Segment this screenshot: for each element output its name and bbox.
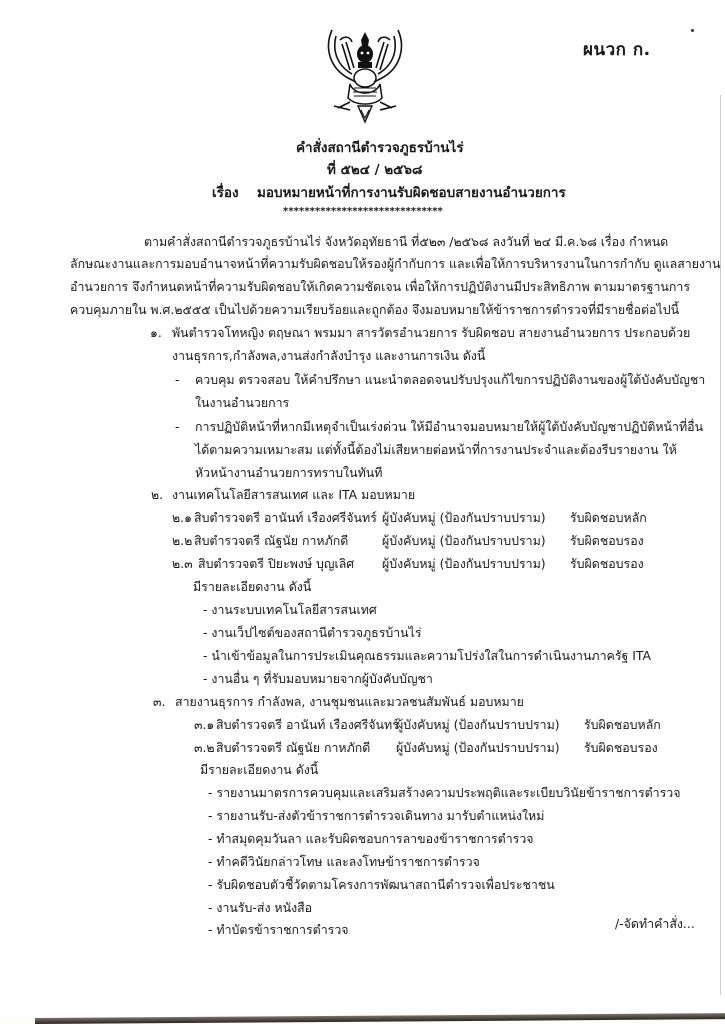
- person-no: ๒.๓: [172, 556, 193, 571]
- person-position: ผู้บังคับหมู่ (ป้องกันปราบปราม): [396, 717, 560, 732]
- person-name: สิบตำรวจตรี ปิยะพงษ์ บุญเลิศ: [198, 556, 355, 571]
- annex-label: ผนวก ก.: [583, 40, 651, 60]
- scan-edge: [720, 95, 721, 995]
- section-number: ๒.: [151, 487, 164, 502]
- person-no: ๒.๑: [172, 510, 192, 525]
- bullet-text: ได้ตามความเหมาะสม แต่ทั้งนี้ต้องไม่เสียหายต่อหน้าที่การงานประจำและต้องรีบรายงาน ให้: [195, 442, 677, 457]
- person-no: ๓.๑: [194, 717, 215, 732]
- intro-line: ควบคุมภายใน พ.ศ.๒๕๕๕ เป็นไปด้วยความเรียบร้อยและถูกต้อง จึงมอบหมายให้ข้าราชการตำรวจที่มีรายชื่อต่อไปนี้: [70, 302, 680, 317]
- task-item: - งานเว็ปไซต์ของสถานีตำรวจภูธรบ้านไร่: [203, 625, 422, 640]
- task-item: - งานรับ-ส่ง หนังสือ: [208, 900, 313, 915]
- section-title: งานเทคโนโลยีสารสนเทศ และ ITA มอบหมาย: [172, 487, 416, 502]
- task-item: - รายงานมาตรการควบคุมและเสริมสร้างความประพฤติและระเบียบวินัยข้าราชการตำรวจ: [208, 785, 681, 800]
- person-role: รับผิดชอบรอง: [570, 556, 644, 571]
- task-item: - งานระบบเทคโนโลยีสารสนเทศ: [203, 602, 377, 617]
- order-number: ที่ ๕๒๔ / ๒๕๖๘: [327, 162, 423, 178]
- bullet-text: ควบคุม ตรวจสอบ ให้คำปรึกษา แนะนำตลอดจนปรับปรุงแก้ไขการปฏิบัติงานของผู้ใต้บังคับบัญชา: [195, 372, 706, 387]
- detail-label: มีรายละเอียดงาน ดังนี้: [193, 579, 312, 594]
- intro-line: อำนวยการ จึงกำหนดหน้าที่ความรับผิดชอบให้เกิดความชัดเจน เพื่อให้การปฏิบัติงานมีประสิทธิภาพ ตามมาตรฐานการ: [70, 279, 691, 294]
- task-item: - ทำบัตรข้าราชการตำรวจ: [208, 922, 349, 937]
- section-line: พันตำรวจโทหญิง ตฤษณา พรมมา สารวัตรอำนวยการ รับผิดชอบ สายงานอำนวยการ ประกอบด้วย: [172, 325, 691, 340]
- bullet-text: การปฏิบัติหน้าที่หากมีเหตุจำเป็นเร่งด่วน ให้มีอำนาจมอบหมายให้ผู้ใต้บังคับบัญชาปฏิบัติหน้าที่อื่น: [195, 419, 704, 434]
- person-role: รับผิดชอบหลัก: [584, 717, 661, 732]
- subject-label: เรื่อง: [212, 185, 239, 201]
- task-item: - รับผิดชอบตัวชี้วัดตามโครงการพัฒนาสถานีตำรวจเพื่อประชาชน: [208, 877, 555, 892]
- intro-line: ลักษณะงานและการมอบอำนาจหน้าที่ความรับผิดชอบให้รองผู้กำกับการ และเพื่อให้การบริหารงานในการกำกับ ดูแลสายงาน: [70, 256, 721, 271]
- detail-label: มีรายละเอียดงาน ดังนี้: [200, 762, 319, 777]
- section-number: ๓.: [153, 694, 166, 709]
- task-item: - งานอื่น ๆ ที่รับมอบหมายจากผู้บังคับบัญชา: [203, 671, 433, 686]
- order-title: คำสั่งสถานีตำรวจภูธรบ้านไร่: [296, 140, 464, 156]
- person-position: ผู้บังคับหมู่ (ป้องกันปราบปราม): [396, 740, 560, 755]
- scan-speck: [691, 29, 694, 32]
- task-item: - นำเข้าข้อมูลในการประเมินคุณธรรมและความโปร่งใสในการดำเนินงานภาครัฐ ITA: [203, 648, 651, 663]
- person-no: ๓.๒: [194, 740, 215, 755]
- person-name: สิบตำรวจตรี อานันท์ เรืองศรีจันทร์: [216, 717, 399, 732]
- person-position: ผู้บังคับหมู่ (ป้องกันปราบปราม): [382, 556, 546, 571]
- subject-text: มอบหมายหน้าที่การงานรับผิดชอบสายงานอำนวยการ: [257, 185, 566, 201]
- person-name: สิบตำรวจตรี ณัฐนัย กาหภักดี: [216, 740, 371, 755]
- task-item: - ทำสมุดคุมวันลา และรับผิดชอบการลาของข้าราชการตำรวจ: [208, 831, 534, 846]
- task-item: - ทำคดีวินัยกล่าวโทษ และลงโทษข้าราชการตำรวจ: [208, 854, 480, 869]
- task-item: - รายงานรับ-ส่งตัวข้าราชการตำรวจเดินทาง มารับตำแหน่งใหม่: [208, 808, 545, 823]
- person-no: ๒.๒: [172, 533, 193, 548]
- person-name: สิบตำรวจตรี อานันท์ เรืองศรีจันทร์: [194, 510, 377, 525]
- bullet-dash: -: [175, 372, 180, 387]
- bullet-dash: -: [175, 419, 180, 434]
- section-title: สายงานธุรการ กำลังพล, งานชุมชนและมวลชนสัมพันธ์ มอบหมาย: [175, 694, 524, 709]
- bullet-text: หัวหน้างานอำนวยการทราบในทันที: [195, 465, 383, 480]
- person-role: รับผิดชอบรอง: [570, 533, 644, 548]
- person-role: รับผิดชอบหลัก: [570, 510, 647, 525]
- section-number: ๑.: [150, 325, 162, 340]
- person-position: ผู้บังคับหมู่ (ป้องกันปราบปราม): [382, 533, 546, 548]
- person-name: สิบตำรวจตรี ณัฐนัย กาหภักดี: [194, 533, 349, 548]
- continuation-note: /-จัดทำคำสั่ง...: [615, 916, 695, 931]
- person-role: รับผิดชอบรอง: [584, 740, 658, 755]
- separator: ******************************: [283, 206, 443, 217]
- garuda-emblem-icon: [320, 22, 410, 128]
- bullet-text: ในงานอำนวยการ: [195, 395, 290, 410]
- person-position: ผู้บังคับหมู่ (ป้องกันปราบปราม): [382, 510, 546, 525]
- section-line: งานธุรการ,กำลังพล,งานส่งกำลังบำรุง และงานการเงิน ดังนี้: [172, 348, 486, 363]
- intro-line: ตามคำสั่งสถานีตำรวจภูธรบ้านไร่ จังหวัดอุทัยธานี ที่๕๒๓ /๒๕๖๘ ลงวันที่ ๒๔ มี.ค.๖๘ เรื่อง กำหนด: [144, 234, 669, 249]
